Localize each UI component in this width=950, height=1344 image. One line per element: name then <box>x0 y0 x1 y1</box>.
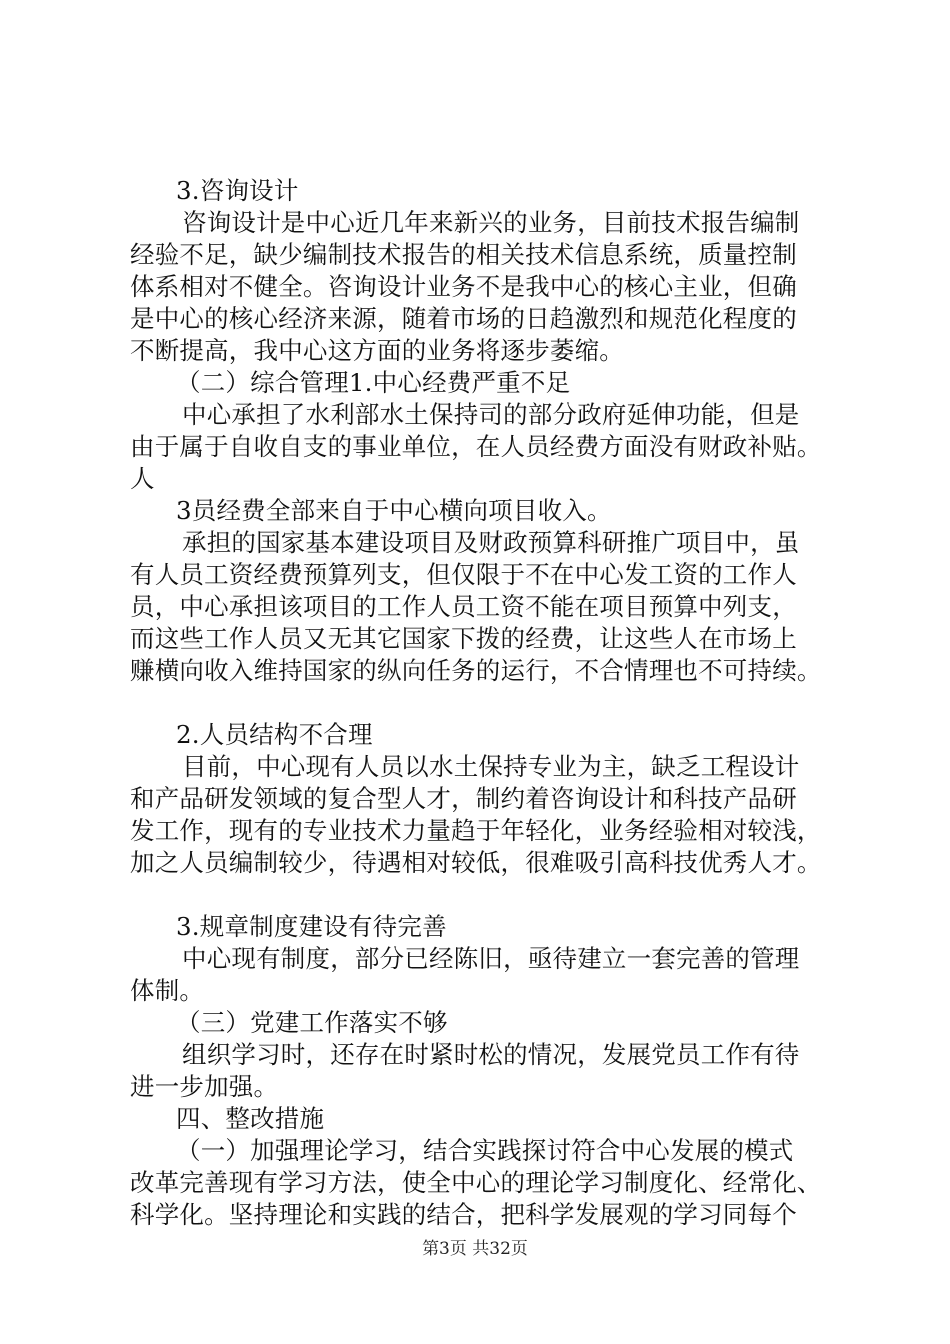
paragraph-line: 员，中心承担该项目的工作人员工资不能在项目预算中列支， <box>130 592 797 621</box>
heading-regulations: 3.规章制度建设有待完善 <box>176 912 447 941</box>
paragraph-line: 发工作，现有的专业技术力量趋于年轻化，业务经验相对较浅， <box>130 816 822 845</box>
paragraph-line: 经验不足，缺少编制技术报告的相关技术信息系统，质量控制 <box>130 240 797 269</box>
paragraph-line: 改革完善现有学习方法，使全中心的理论学习制度化、经常化、 <box>130 1168 822 1197</box>
heading-party-building: （三）党建工作落实不够 <box>176 1008 448 1037</box>
paragraph-line: 科学化。坚持理论和实践的结合，把科学发展观的学习同每个 <box>130 1200 797 1229</box>
heading-rectification-measures: 四、整改措施 <box>176 1104 325 1133</box>
paragraph-line: 体制。 <box>130 976 205 1005</box>
heading-general-management: （二）综合管理1.中心经费严重不足 <box>176 368 571 397</box>
paragraph-line: 体系相对不健全。咨询设计业务不是我中心的核心主业，但确 <box>130 272 797 301</box>
paragraph-line: 咨询设计是中心近几年来新兴的业务，目前技术报告编制 <box>182 208 800 237</box>
paragraph-line: 人 <box>130 464 155 493</box>
heading-consulting-design: 3.咨询设计 <box>176 176 299 205</box>
paragraph-line: 组织学习时，还存在时紧时松的情况，发展党员工作有待 <box>182 1040 800 1069</box>
paragraph-line: 和产品研发领域的复合型人才，制约着咨询设计和科技产品研 <box>130 784 797 813</box>
paragraph-line: 加之人员编制较少，待遇相对较低，很难吸引高科技优秀人才。 <box>130 848 822 877</box>
page-number-footer: 第3页 共32页 <box>422 1239 528 1259</box>
paragraph-line: 承担的国家基本建设项目及财政预算科研推广项目中，虽 <box>182 528 800 557</box>
paragraph-line: 3员经费全部来自于中心横向项目收入。 <box>176 496 612 525</box>
heading-personnel-structure: 2.人员结构不合理 <box>176 720 373 749</box>
paragraph-line: 由于属于自收自支的事业单位，在人员经费方面没有财政补贴。 <box>130 432 822 461</box>
paragraph-line: 进一步加强。 <box>130 1072 279 1101</box>
paragraph-line: （一）加强理论学习，结合实践探讨符合中心发展的模式 <box>176 1136 794 1165</box>
paragraph-line: 而这些工作人员又无其它国家下拨的经费，让这些人在市场上 <box>130 624 797 653</box>
paragraph-line: 有人员工资经费预算列支，但仅限于不在中心发工资的工作人 <box>130 560 797 589</box>
paragraph-line: 是中心的核心经济来源，随着市场的日趋激烈和规范化程度的 <box>130 304 797 333</box>
paragraph-line: 中心承担了水利部水土保持司的部分政府延伸功能，但是 <box>182 400 800 429</box>
paragraph-line: 不断提高，我中心这方面的业务将逐步萎缩。 <box>130 336 624 365</box>
paragraph-line: 赚横向收入维持国家的纵向任务的运行，不合情理也不可持续。 <box>130 656 822 685</box>
paragraph-line: 中心现有制度，部分已经陈旧，亟待建立一套完善的管理 <box>182 944 800 973</box>
paragraph-line: 目前，中心现有人员以水土保持专业为主，缺乏工程设计 <box>182 752 800 781</box>
